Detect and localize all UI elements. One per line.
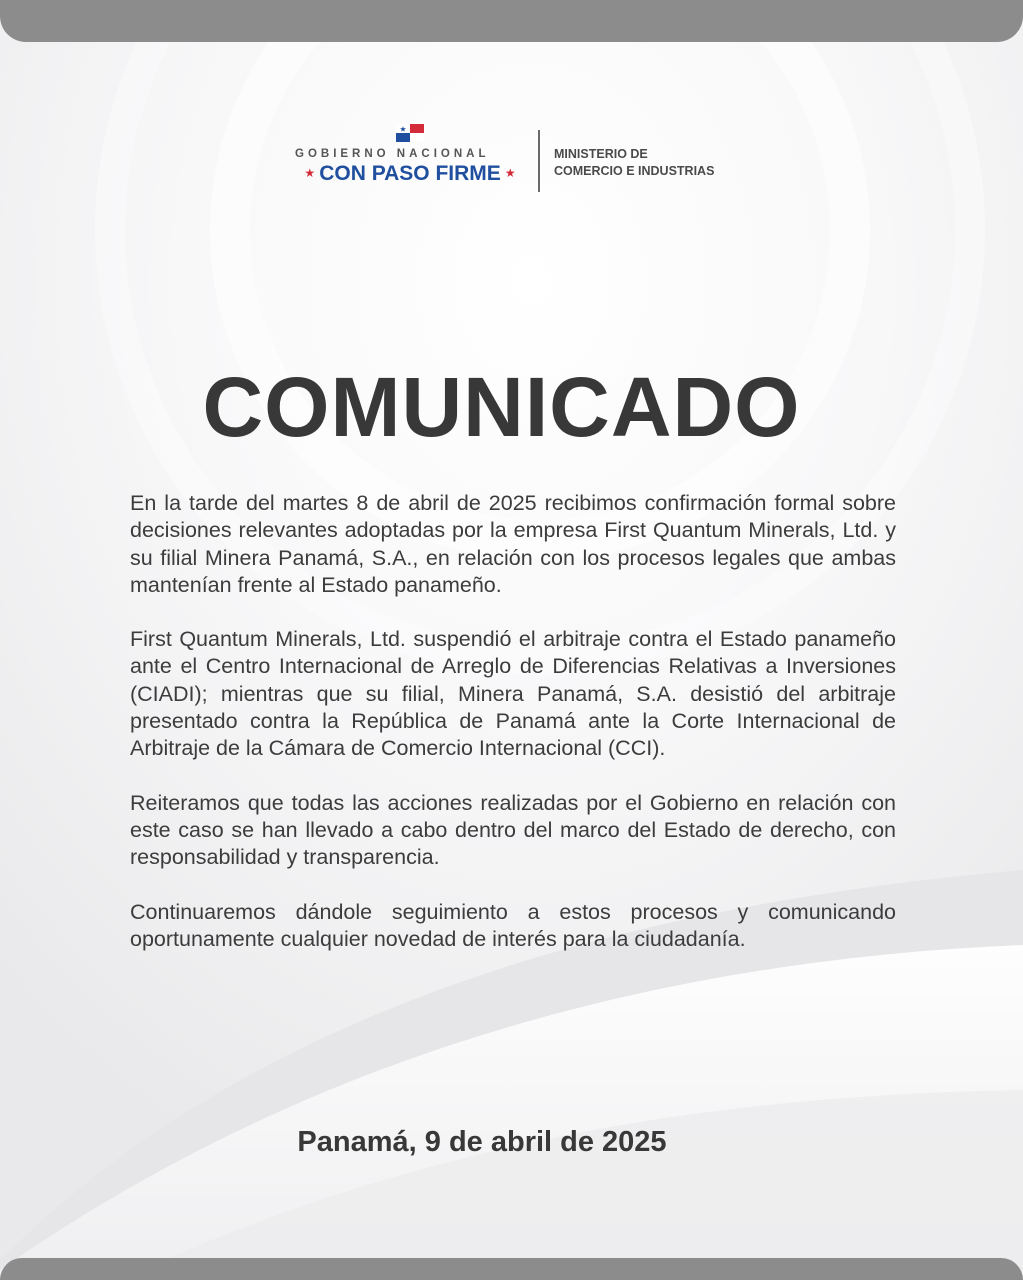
panama-flag-icon [396,124,424,142]
slogan-row [292,162,528,186]
statement-body [130,490,896,980]
date-line: Panamá, 9 de abril de 2025 [297,1126,667,1158]
bottom-bar [0,1258,1023,1280]
ministry-line-2: COMERCIO E INDUSTRIAS [554,164,715,178]
slogan: CON PASO FIRME [319,162,501,185]
ministry-name [554,146,714,180]
star-icon: ★ [304,166,316,180]
paragraph-3: Reiteramos que todas las acciones realizadas por el Gobierno en relación con este caso se han llevado a cabo dentro del marco del Estado de derecho, con responsabilidad y transparencia. [130,790,896,870]
header-logo [292,122,742,194]
paragraph-4: Continuaremos dándole seguimiento a estos procesos y comunicando oportunamente cualquier novedad de interés para la ciudadanía. [130,899,896,951]
logo-divider [538,130,540,192]
star-icon: ★ [504,166,516,180]
top-bar [0,0,1023,42]
page-title: COMUNICADO [202,360,801,454]
paragraph-1: En la tarde del martes 8 de abril de 2025 recibimos confirmación formal sobre decisiones relevantes adoptadas por la empresa First Quantum Minerals, Ltd. y su filial Minera Panamá, S.A., en relación con los procesos legales que ambas mantenían frente al Estado panameño. [130,491,896,597]
gobierno-nacional-label: GOBIERNO NACIONAL [295,148,490,160]
paragraph-2: First Quantum Minerals, Ltd. suspendió el arbitraje contra el Estado panameño ante el Centro Internacional de Arreglo de Diferencias Relativas a Inversiones (CIADI); mientras que su filial, Minera Panamá, S.A. desistió del arbitraje presentado contra la República de Panamá ante la Corte Internacional de Arbitraje de la Cámara de Comercio Internacional (CCI). [130,627,896,761]
ministry-line-1: MINISTERIO DE [554,147,648,161]
